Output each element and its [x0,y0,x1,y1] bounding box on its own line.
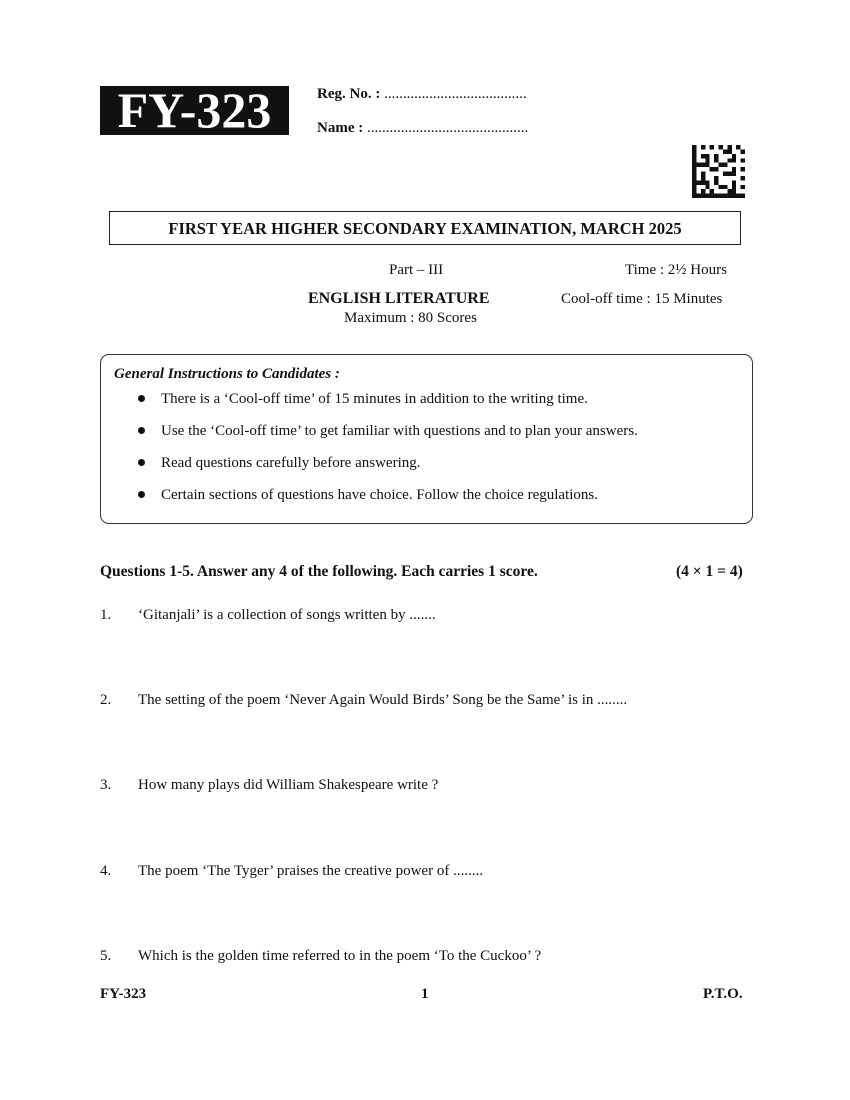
instructions-title: General Instructions to Candidates : [114,366,340,382]
paper-code-badge: FY-323 [100,86,289,135]
question-text: The setting of the poem ‘Never Again Would Birds’ Song be the Same’ is in ........ [138,692,628,708]
instruction-item: There is a ‘Cool-off time’ of 15 minutes in addition to the writing time. [138,391,588,408]
page-number: 1 [421,986,429,1002]
question-text: The poem ‘The Tyger’ praises the creative power of ........ [138,863,484,879]
bullet-icon [138,395,145,402]
name-field [317,120,528,137]
exam-time: Time : 2½ Hours [625,262,727,278]
bullet-icon [138,459,145,466]
reg-no-dots: ...................................... [384,86,527,102]
reg-no-field [317,86,527,103]
question-text: Which is the golden time referred to in the poem ‘To the Cuckoo’ ? [138,948,542,964]
bullet-icon [138,491,145,498]
question-number: 4. [100,863,112,879]
bullet-icon [138,427,145,434]
instruction-item: Certain sections of questions have choice. Follow the choice regulations. [138,487,598,504]
section-score: (4 × 1 = 4) [676,563,743,580]
question-number: 5. [100,948,112,964]
question-text: How many plays did William Shakespeare write ? [138,777,439,793]
cool-off-time: Cool-off time : 15 Minutes [561,291,723,307]
name-label: Name : [317,120,364,136]
footer-paper-code: FY-323 [100,986,147,1002]
question-number: 1. [100,607,112,623]
name-dots: ........................................... [366,120,529,136]
question-text: ‘Gitanjali’ is a collection of songs written by ....... [138,607,436,623]
instruction-item: Read questions carefully before answering. [138,455,421,472]
exam-title: FIRST YEAR HIGHER SECONDARY EXAMINATION, MARCH 2025 [109,211,741,245]
maximum-score: Maximum : 80 Scores [344,310,477,326]
qr-code-icon [692,145,745,198]
reg-no-label: Reg. No. : [317,86,381,102]
exam-part: Part – III [389,262,444,278]
question-number: 2. [100,692,112,708]
instruction-item: Use the ‘Cool-off time’ to get familiar with questions and to plan your answers. [138,423,638,440]
section-heading: Questions 1-5. Answer any 4 of the following. Each carries 1 score. [100,563,538,580]
exam-subject: ENGLISH LITERATURE [308,290,490,307]
pto-label: P.T.O. [703,986,743,1002]
question-number: 3. [100,777,112,793]
